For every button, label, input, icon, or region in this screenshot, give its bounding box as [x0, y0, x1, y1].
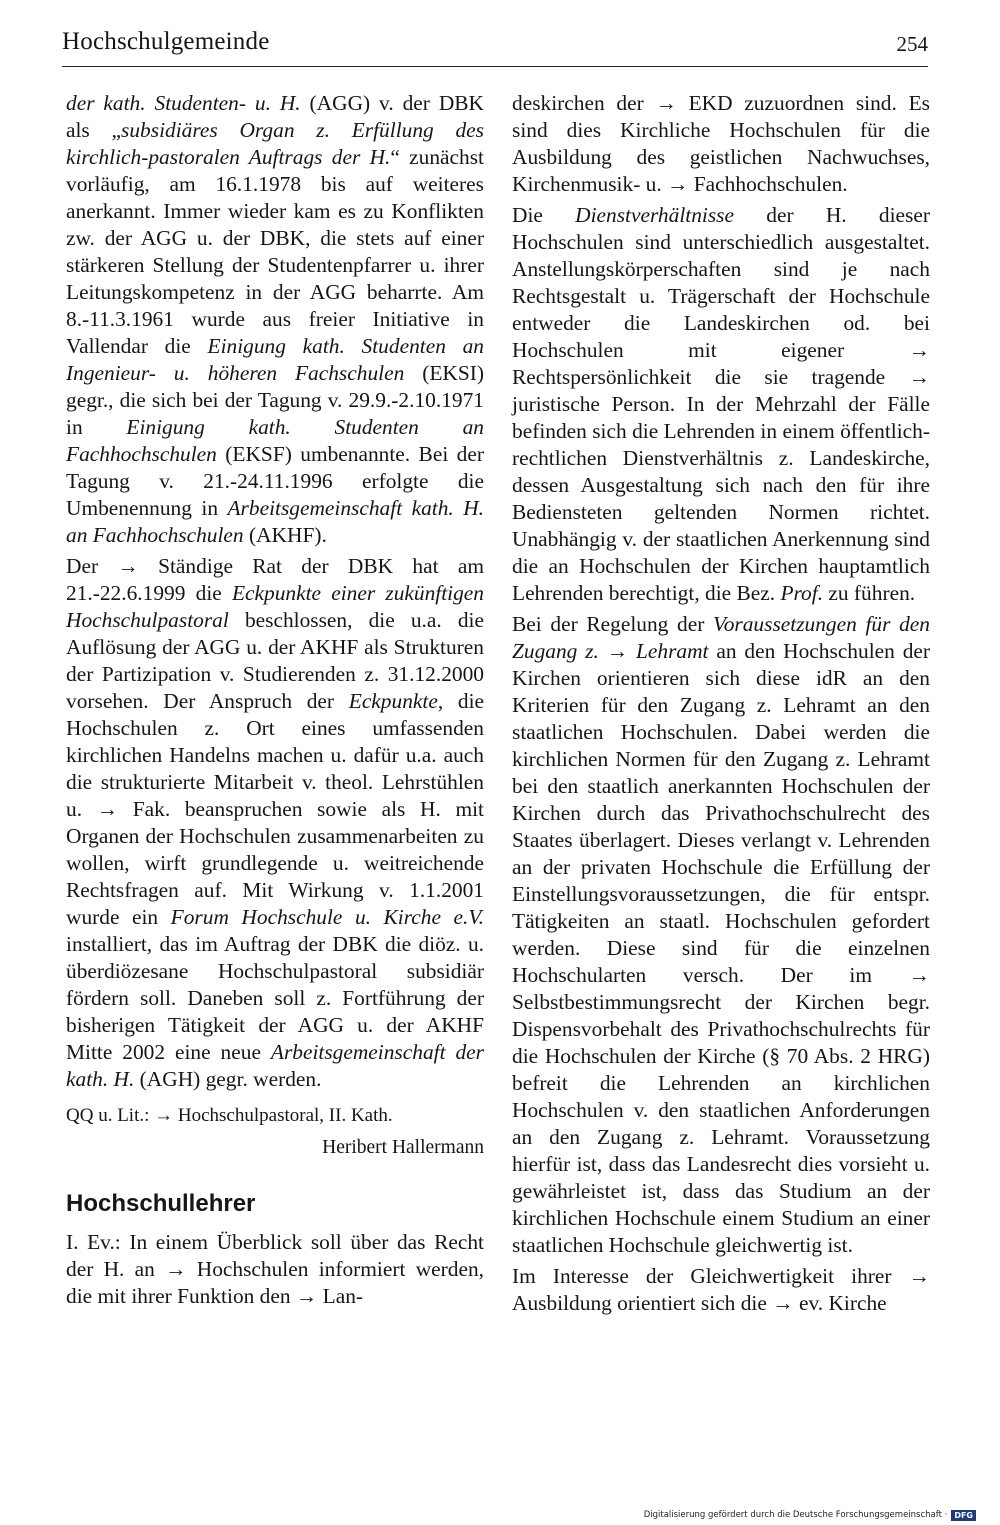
text-run: installiert, das im Auftrag der DBK die diöz. u. überdiözesane Hochschulpastoral subsidiär fördern soll. Daneben soll z. Fortführung der bisherigen Tätigkeit der AGG u. der AKHF Mitte 2002 eine neue [66, 932, 484, 1064]
paragraph [512, 202, 930, 607]
text-run: (EKSI) gegr., die sich bei der Tagung v. 29.9.-2.10.1971 in [66, 361, 484, 439]
entry-heading: Hochschullehrer [66, 1190, 256, 1217]
text-run: , die Hochschulen z. Ort eines umfassenden kirchlichen Handelns machen u. dafür u.a. auch die strukturierte Mitarbeit v. theol. Lehrstühlen u. → Fak. beanspruchen sowie als H. mit Organen der Hochschulen zusammenarbeiten zu wollen, wirft grundlegende u. weitreichende Rechtsfragen auf. Mit Wirkung v. 1.1.2001 wurde ein [66, 689, 485, 929]
paragraph [66, 90, 484, 549]
footer-text: Digitalisierung gefördert durch die Deutsche Forschungsgemeinschaft · [643, 1510, 948, 1520]
text-run: zu führen. [823, 581, 916, 605]
italic-run: Dienstverhältnisse [575, 203, 734, 227]
italic-run: Arbeitsgemeinschaft der kath. H. [66, 1040, 484, 1091]
italic-run: Voraussetzungen für den Zugang z. → Lehramt [512, 612, 930, 663]
right-column [512, 90, 930, 1317]
paragraph: deskirchen der → EKD zuzuordnen sind. Es sind dies Kirchliche Hochschulen für die Ausbildung des geistlichen Nachwuchses, Kirchenmusik- u. → Fachhochschulen. [512, 91, 930, 196]
italic-run: Eckpunkte [348, 689, 438, 713]
dfg-logo: DFG [951, 1510, 976, 1521]
text-run: beschlossen, die u.a. die Auflösung der AGG u. der AKHF als Strukturen der Partizipation v. Studierenden z. 31.12.2000 vorsehen. Der Anspruch der [66, 608, 484, 713]
text-run: an den Hochschulen der Kirchen orientieren sich diese idR an den Kriterien für den Zugang z. Lehramt an den staatlichen Hochschulen. Dabei werden die kirchlichen Normen für den Zugang z. Lehramt bei den staatlich anerkannten Hochschulen der Kirchen durch das Privathochschulrecht des Staates überlagert. Dieses verlangt v. Lehrenden an der privaten Hochschule die Erfüllung der Einstellungsvoraussetzungen, die für entspr. Tätigkeiten an staatl. Hochschulen gefordert werden. Diese sind für die einzelnen Hochschularten versch. Der im → Selbstbestimmungsrecht der Kirchen begr. Dispensvorbehalt des Privathochschulrechts für die Hochschulen der Kirche (§ 70 Abs. 2 HRG) befreit die Lehrenden an kirchlichen Hochschulen v. den staatlichen Anforderungen an den Zugang z. Lehramt. Voraussetzung hierfür ist, dass das Landesrecht dies vorsieht u. gewährleistet ist, dass das Studium an der kirchlichen Hochschule einem Studium an einer staatlichen Hochschule gleichwertig ist. [512, 639, 931, 1257]
text-run: (EKSF) umbenannte. Bei der Tagung v. 21.-24.11.1996 erfolgte die Umbenennung in [66, 442, 484, 520]
paragraph: I. Ev.: In einem Überblick soll über das Recht der H. an → Hochschulen informiert werden, die mit ihrer Funktion den → Lan- [66, 1230, 484, 1308]
page-header [62, 26, 928, 67]
text-run: (AGH) gegr. werden. [134, 1067, 322, 1091]
italic-run: der kath. Studenten- u. H. [66, 91, 301, 115]
text-run: Bei der Regelung der [512, 612, 714, 636]
text-run: “ zunächst vorläufig, am 16.1.1978 bis auf weiteres anerkannt. Immer wieder kam es zu Konflikten zw. der AGG u. der DBK, die stets auf einer stärkeren Stellung der Studentenpfarrer u. ihrer Leitungskompetenz in der AGG beharrte. Am 8.-11.3.1961 wurde aus freier Initiative in Vallendar die [66, 145, 485, 358]
italic-run: Einigung kath. Studenten an Ingenieur- u. höheren Fachschulen [66, 334, 484, 385]
page-number: 254 [896, 32, 928, 56]
author-name: Heribert Hallermann [322, 1137, 484, 1158]
paragraph [512, 611, 930, 1259]
paragraph [66, 553, 484, 1093]
text-run: der H. dieser Hochschulen sind unterschiedlich ausgestaltet. Anstellungskörperschaften sind je nach Rechtsgestalt u. Trägerschaft der Hochschule entweder die Landeskirchen od. bei Hochschulen mit eigener → Rechtspersönlichkeit die sie tragende → juristische Person. In der Mehrzahl der Fälle befinden sich die Lehrenden in einem öffentlich-rechtlichen Dienstverhältnis z. Landeskirche, dessen Ausgestaltung sich nach den für ihre Bediensteten geltenden Normen richtet. Unabhängig v. der staatlichen Anerkennung sind die an Hochschulen der Kirchen hauptamtlich Lehrenden berechtigt, die Bez. [512, 203, 930, 605]
references-line: QQ u. Lit.: → Hochschulpastoral, II. Kath. [66, 1105, 393, 1126]
text-run: (AGG) v. der DBK als „ [66, 91, 484, 142]
left-column [66, 90, 484, 1310]
italic-run: Prof. [780, 581, 824, 605]
text-run: (AKHF). [243, 523, 327, 547]
digitization-footer [644, 1508, 976, 1522]
text-run: Der → Ständige Rat der DBK hat am 21.-22.6.1999 die [66, 554, 484, 605]
text-run: Die [512, 203, 576, 227]
italic-run: subsidiäres Organ z. Erfüllung des kirchlich-pastoralen Auftrags der H. [66, 118, 484, 169]
italic-run: Einigung kath. Studenten an Fachhochschulen [66, 415, 484, 466]
italic-run: Forum Hochschule u. Kirche e.V. [170, 905, 484, 929]
italic-run: Arbeitsgemeinschaft kath. H. an Fachhochschulen [66, 496, 485, 547]
running-title: Hochschulgemeinde [62, 28, 270, 55]
italic-run: Eckpunkte einer zukünftigen Hochschulpastoral [66, 581, 484, 632]
paragraph: Im Interesse der Gleichwertigkeit ihrer → Ausbildung orientiert sich die → ev. Kirche [512, 1264, 930, 1315]
